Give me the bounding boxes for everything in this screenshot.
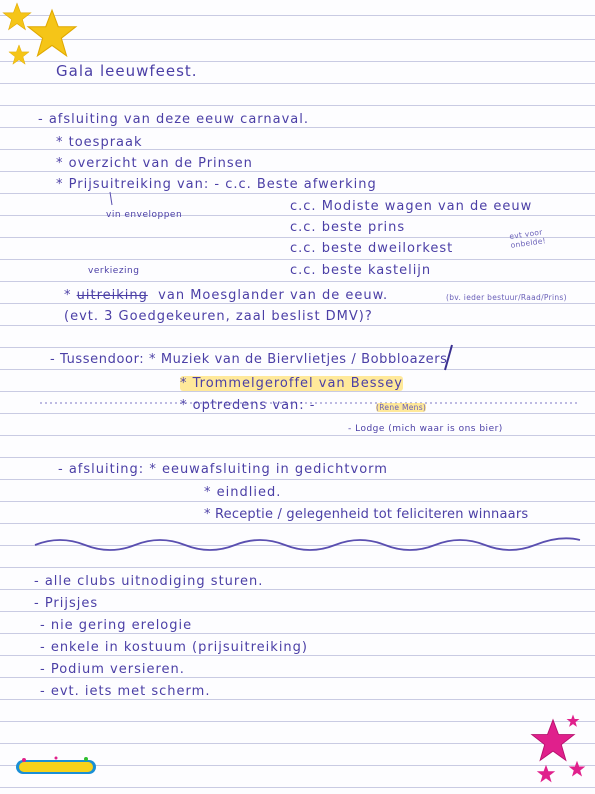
note-kastelijn: c.c. beste kastelijn — [290, 263, 432, 278]
pink-star-small-icon — [536, 764, 556, 784]
note-trommel-row — [180, 376, 403, 391]
note-dweilorkest: c.c. beste dweilorkest — [290, 241, 454, 256]
wavy-separator — [35, 538, 580, 550]
note-trommel: * Trommelgeroffel van Bessey — [180, 376, 403, 391]
yellow-star-large-icon — [26, 8, 78, 60]
note-lodge: - Lodge (mich waar is ons bier) — [348, 424, 503, 434]
note-evt-3: (evt. 3 Goedgekeuren, zaal beslist DMV)? — [64, 309, 373, 324]
note-evt-voor-onbelde: evt voor onbelde! — [508, 227, 547, 250]
note-eindlied: * eindlied. — [204, 485, 282, 500]
yellow-star-small-icon — [8, 44, 30, 66]
note-prijsuitreiking: * Prijsuitreiking van: - c.c. Beste afwerking — [56, 177, 377, 192]
note-enkele: - enkele in kostuum (prijsuitreiking) — [40, 640, 308, 655]
page-title: Gala leeuwfeest. — [56, 62, 198, 80]
note-overzicht: * overzicht van de Prinsen — [56, 156, 253, 171]
pink-star-tiny-icon — [566, 714, 580, 728]
note-moesglander-aside: (bv. ieder bestuur/Raad/Prins) — [446, 293, 567, 302]
note-nie-gering: - nie gering erelogie — [40, 618, 193, 633]
note-alle-clubs: - alle clubs uitnodiging sturen. — [34, 574, 264, 589]
note-afsluiting: - afsluiting van deze eeuw carnaval. — [38, 112, 310, 127]
note-receptie: * Receptie / gelegenheid tot feliciteren winnaars — [204, 507, 529, 522]
note-prijsjes: - Prijsjes — [34, 596, 99, 611]
note-podium: - Podium versieren. — [40, 662, 185, 677]
note-moesglander: van Moesglander van de eeuw. — [158, 288, 389, 303]
note-modiste: c.c. Modiste wagen van de eeuw — [290, 199, 533, 214]
note-tussendoor: - Tussendoor: * Muziek van de Biervlietjes / Bobbloazers — [50, 352, 448, 367]
note-afsluiting2: - afsluiting: * eeuwafsluiting in gedichtvorm — [58, 462, 388, 477]
note-rene-mens: (Rene Mens) — [376, 403, 427, 412]
pink-star-small-2-icon — [568, 760, 586, 778]
note-uitreiking-row: * uitreiking van Moesglander van de eeuw. — [64, 288, 389, 303]
bracket-line — [110, 192, 112, 205]
note-uitreiking-strike: uitreiking — [76, 288, 148, 303]
note-beste-prins: c.c. beste prins — [290, 220, 406, 235]
note-vin-enveloppen: vin enveloppen — [106, 210, 183, 220]
doeplezier-logo — [16, 756, 96, 778]
note-optredens: * optredens van: - — [180, 398, 316, 413]
note-toespraak: * toespraak — [56, 135, 143, 150]
note-evt-iets: - evt. iets met scherm. — [40, 684, 211, 699]
note-verkiezing: verkiezing — [88, 266, 140, 276]
